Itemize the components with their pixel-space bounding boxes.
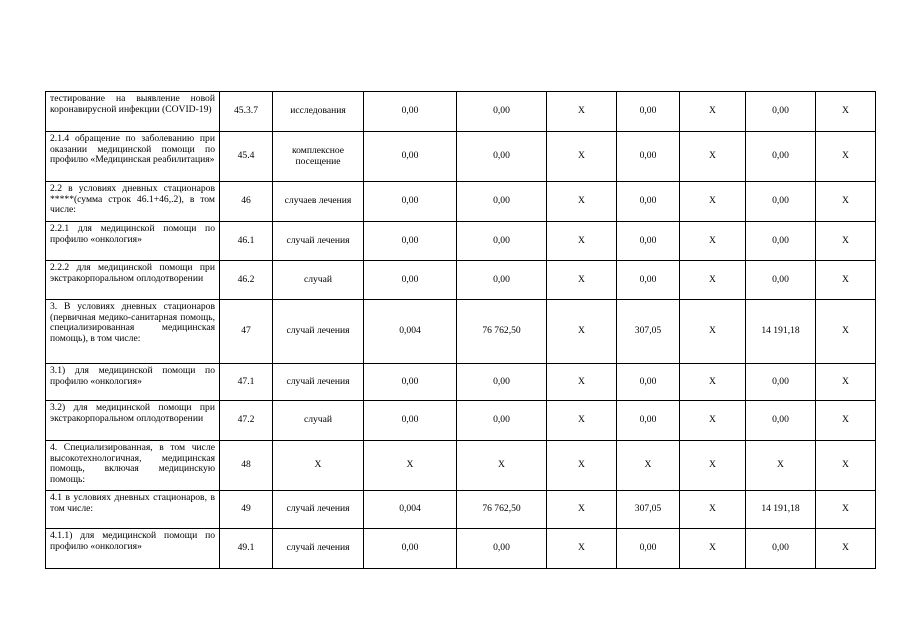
row-unit: случай — [273, 401, 364, 441]
row-code: 45.3.7 — [220, 92, 273, 132]
row-name: 2.2.1 для медицинской помощи по профилю «онкология» — [46, 222, 220, 261]
row-code: 49.1 — [220, 529, 273, 569]
row-value-7: X — [816, 222, 876, 261]
row-value-6: 0,00 — [746, 401, 816, 441]
table-row — [46, 222, 876, 261]
row-name: 3. В условиях дневных стационаров (первичная медико-санитарная помощь, специализированная медицинская помощь), в том числе: — [46, 300, 220, 364]
row-code: 46.1 — [220, 222, 273, 261]
row-value-3: X — [547, 92, 617, 132]
row-name: 2.1.4 обращение по заболеванию при оказании медицинской помощи по профилю «Медицинская реабилитация» — [46, 132, 220, 182]
row-unit: исследования — [273, 92, 364, 132]
row-value-4: 0,00 — [617, 529, 680, 569]
row-value-1: 0,00 — [364, 92, 457, 132]
row-unit: случаев лечения — [273, 182, 364, 222]
row-value-6: 0,00 — [746, 182, 816, 222]
row-value-4: X — [617, 441, 680, 491]
row-value-6: 14 191,18 — [746, 491, 816, 529]
row-value-5: X — [680, 401, 746, 441]
row-value-4: 0,00 — [617, 182, 680, 222]
row-value-1: 0,00 — [364, 222, 457, 261]
row-value-3: X — [547, 401, 617, 441]
row-value-7: X — [816, 300, 876, 364]
row-value-6: 0,00 — [746, 529, 816, 569]
row-code: 47 — [220, 300, 273, 364]
row-value-7: X — [816, 182, 876, 222]
row-value-2: 0,00 — [457, 132, 547, 182]
row-value-1: 0,00 — [364, 364, 457, 401]
row-value-7: X — [816, 401, 876, 441]
row-value-5: X — [680, 222, 746, 261]
row-value-3: X — [547, 132, 617, 182]
table-row — [46, 364, 876, 401]
row-value-2: 0,00 — [457, 92, 547, 132]
row-value-6: 0,00 — [746, 261, 816, 300]
row-code: 46.2 — [220, 261, 273, 300]
row-value-7: X — [816, 491, 876, 529]
row-value-4: 0,00 — [617, 222, 680, 261]
row-value-7: X — [816, 92, 876, 132]
row-value-4: 307,05 — [617, 300, 680, 364]
row-name: тестирование на выявление новой коронавирусной инфекции (COVID-19) — [46, 92, 220, 132]
row-value-2: 76 762,50 — [457, 491, 547, 529]
row-code: 46 — [220, 182, 273, 222]
row-code: 48 — [220, 441, 273, 491]
row-value-2: 0,00 — [457, 222, 547, 261]
row-value-7: X — [816, 261, 876, 300]
row-value-2: 0,00 — [457, 529, 547, 569]
row-unit: случай лечения — [273, 491, 364, 529]
row-value-1: 0,00 — [364, 401, 457, 441]
row-value-3: X — [547, 222, 617, 261]
table-row — [46, 529, 876, 569]
row-value-5: X — [680, 261, 746, 300]
row-value-6: 14 191,18 — [746, 300, 816, 364]
row-name: 4.1 в условиях дневных стационаров, в том числе: — [46, 491, 220, 529]
table-row — [46, 261, 876, 300]
row-unit: случай — [273, 261, 364, 300]
row-value-6: 0,00 — [746, 132, 816, 182]
row-value-7: X — [816, 132, 876, 182]
row-code: 47.1 — [220, 364, 273, 401]
row-value-5: X — [680, 132, 746, 182]
row-value-7: X — [816, 529, 876, 569]
row-unit: случай лечения — [273, 529, 364, 569]
row-value-4: 0,00 — [617, 92, 680, 132]
table-row — [46, 300, 876, 364]
row-value-5: X — [680, 529, 746, 569]
row-value-1: 0,004 — [364, 300, 457, 364]
row-unit: X — [273, 441, 364, 491]
row-name: 4.1.1) для медицинской помощи по профилю «онкология» — [46, 529, 220, 569]
row-value-4: 0,00 — [617, 261, 680, 300]
row-unit: случай лечения — [273, 300, 364, 364]
data-table — [45, 91, 876, 569]
row-code: 45.4 — [220, 132, 273, 182]
row-value-2: X — [457, 441, 547, 491]
row-value-4: 0,00 — [617, 401, 680, 441]
row-value-1: 0,00 — [364, 182, 457, 222]
row-value-3: X — [547, 491, 617, 529]
row-value-5: X — [680, 441, 746, 491]
row-value-5: X — [680, 491, 746, 529]
row-value-5: X — [680, 300, 746, 364]
row-value-4: 0,00 — [617, 132, 680, 182]
row-name: 4. Специализированная, в том числе высокотехнологичная, медицинская помощь, включая медицинскую помощь: — [46, 441, 220, 491]
row-value-2: 0,00 — [457, 364, 547, 401]
row-value-5: X — [680, 182, 746, 222]
row-value-1: 0,00 — [364, 529, 457, 569]
row-value-2: 76 762,50 — [457, 300, 547, 364]
row-name: 2.2 в условиях дневных стационаров *****(сумма строк 46.1+46,.2), в том числе: — [46, 182, 220, 222]
row-value-1: 0,00 — [364, 132, 457, 182]
row-value-6: 0,00 — [746, 222, 816, 261]
table-row — [46, 491, 876, 529]
table-row — [46, 401, 876, 441]
table-row — [46, 92, 876, 132]
row-value-2: 0,00 — [457, 401, 547, 441]
row-name: 2.2.2 для медицинской помощи при экстракорпоральном оплодотворении — [46, 261, 220, 300]
row-value-6: 0,00 — [746, 364, 816, 401]
table-row — [46, 441, 876, 491]
row-value-4: 307,05 — [617, 491, 680, 529]
row-name: 3.1) для медицинской помощи по профилю «онкология» — [46, 364, 220, 401]
row-value-4: 0,00 — [617, 364, 680, 401]
row-unit: комплексное посещение — [273, 132, 364, 182]
row-value-1: X — [364, 441, 457, 491]
row-value-1: 0,00 — [364, 261, 457, 300]
row-value-2: 0,00 — [457, 261, 547, 300]
row-value-5: X — [680, 92, 746, 132]
table-row — [46, 182, 876, 222]
row-unit: случай лечения — [273, 222, 364, 261]
row-code: 47.2 — [220, 401, 273, 441]
row-name: 3.2) для медицинской помощи при экстракорпоральном оплодотворении — [46, 401, 220, 441]
row-value-7: X — [816, 441, 876, 491]
row-value-3: X — [547, 300, 617, 364]
row-value-6: X — [746, 441, 816, 491]
row-code: 49 — [220, 491, 273, 529]
row-value-3: X — [547, 364, 617, 401]
row-value-6: 0,00 — [746, 92, 816, 132]
row-value-3: X — [547, 182, 617, 222]
row-unit: случай лечения — [273, 364, 364, 401]
row-value-2: 0,00 — [457, 182, 547, 222]
row-value-5: X — [680, 364, 746, 401]
row-value-1: 0,004 — [364, 491, 457, 529]
row-value-3: X — [547, 441, 617, 491]
row-value-3: X — [547, 261, 617, 300]
row-value-7: X — [816, 364, 876, 401]
row-value-3: X — [547, 529, 617, 569]
table-row — [46, 132, 876, 182]
